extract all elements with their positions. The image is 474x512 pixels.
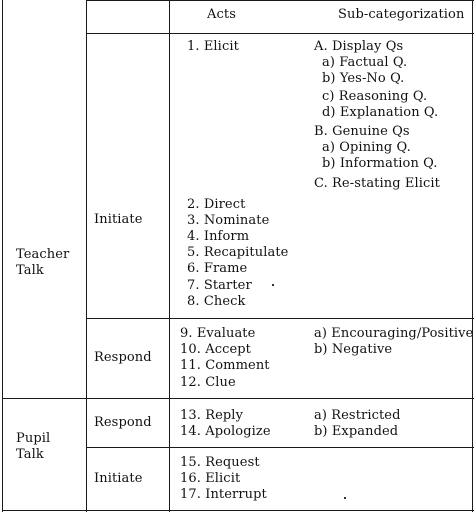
scan-speck: [272, 284, 274, 286]
subcat-item: C. Re-stating Elicit: [314, 176, 440, 191]
speaker-pupil-line2: Talk: [16, 447, 44, 462]
move-initiate-teacher: Initiate: [94, 212, 143, 227]
act-item: 5. Recapitulate: [187, 245, 289, 260]
move-respond-pupil: Respond: [94, 415, 152, 430]
act-item: 10. Accept: [180, 342, 251, 357]
subcat-item: a) Factual Q.: [322, 55, 408, 70]
act-item: 4. Inform: [187, 229, 250, 244]
move-initiate-pupil: Initiate: [94, 471, 143, 486]
subcat-item: a) Opining Q.: [322, 140, 411, 155]
act-item: 16. Elicit: [180, 471, 241, 486]
act-item: 9. Evaluate: [180, 326, 256, 341]
subcat-item: b) Information Q.: [322, 156, 438, 171]
table-bottom-border: [2, 510, 474, 511]
act-item: 14. Apologize: [180, 424, 271, 439]
act-item: 7. Starter: [187, 278, 252, 293]
act-item: 8. Check: [187, 294, 246, 309]
left-border: [2, 0, 3, 512]
act-item: 11. Comment: [180, 358, 270, 373]
right-border: [472, 0, 473, 512]
act-item: 13. Reply: [180, 408, 244, 423]
header-underline: [86, 33, 474, 34]
act-item: 6. Frame: [187, 261, 248, 276]
row-divider-1: [86, 318, 474, 319]
header-acts: Acts: [207, 7, 236, 22]
act-item: 2. Direct: [187, 197, 246, 212]
subcat-item: b) Negative: [314, 342, 393, 357]
subcat-item: B. Genuine Qs: [314, 124, 410, 139]
header-subcategorization: Sub-categorization: [338, 7, 465, 22]
subcat-item: c) Reasoning Q.: [322, 89, 428, 104]
speaker-column-divider: [86, 0, 87, 512]
speaker-divider: [2, 398, 474, 399]
table-top-border: [86, 0, 474, 1]
move-column-divider: [169, 0, 170, 512]
act-item: 17. Interrupt: [180, 487, 267, 502]
subcat-item: A. Display Qs: [314, 39, 404, 54]
act-item: 12. Clue: [180, 375, 236, 390]
subcat-item: d) Explanation Q.: [322, 105, 439, 120]
act-item: 1. Elicit: [187, 39, 239, 54]
move-respond-teacher: Respond: [94, 350, 152, 365]
speaker-teacher-line1: Teacher: [16, 247, 70, 262]
act-item: 15. Request: [180, 455, 260, 470]
subcat-item: b) Yes-No Q.: [322, 71, 405, 86]
subcat-item: b) Expanded: [314, 424, 399, 439]
speaker-teacher-line2: Talk: [16, 263, 44, 278]
speaker-pupil-line1: Pupil: [16, 431, 51, 446]
act-item: 3. Nominate: [187, 213, 270, 228]
scan-speck: [344, 497, 346, 499]
subcat-item: a) Encouraging/Positive: [314, 326, 474, 341]
subcat-item: a) Restricted: [314, 408, 401, 423]
row-divider-3: [86, 447, 474, 448]
